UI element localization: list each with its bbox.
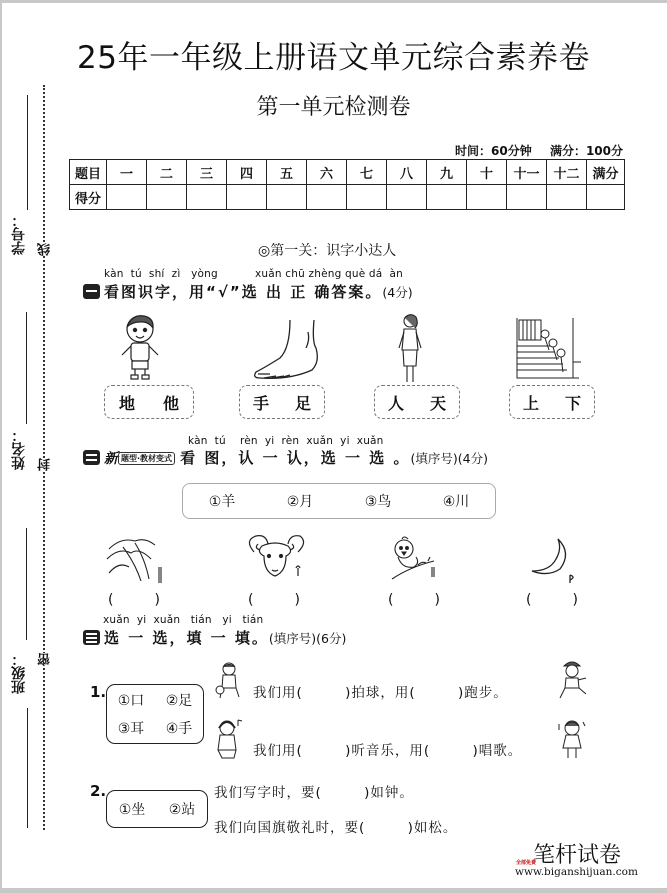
option-char[interactable]: 天 [429,393,446,413]
full-score: 满分：100分 [549,144,623,158]
q3-part1-number: 1. [90,683,107,701]
col-header: 一 [107,160,147,185]
option-char[interactable]: 地 [118,393,135,413]
sheep-image [244,534,306,580]
q1-option-box-2[interactable] [239,385,325,419]
choice-hand: ④手 [165,721,193,737]
q2-answer-blank-4[interactable]: ( ) [526,592,578,608]
seal-char-line: 线 [38,243,53,256]
row-label-score: 得分 [70,185,107,210]
col-header: 十 [467,160,507,185]
score-cell[interactable] [507,185,547,210]
q2-choice-box [182,483,496,519]
q3-part2-sentence-1: 我们写字时，要( )如钟。 [214,785,414,801]
bird-image [388,535,440,585]
score-cell[interactable] [467,185,507,210]
q3-number-icon [83,630,100,645]
choice-stand: ②站 [168,802,196,818]
score-cell[interactable] [107,185,147,210]
choice-moon: ②月 [286,494,314,510]
student-id-underline[interactable] [27,95,28,210]
score-cell[interactable] [547,185,587,210]
row-label-questions: 题目 [70,160,107,185]
boy-running-image [556,660,590,702]
class-underline-lower [27,708,28,828]
col-header: 七 [347,160,387,185]
q3-pinyin: xuǎn yi xuǎn tián yi tián [103,614,264,626]
choice-foot: ②足 [165,693,193,709]
q2-answer-blank-1[interactable]: ( ) [108,592,160,608]
watermark-brand: 笔杆试卷 [533,843,622,868]
option-char[interactable]: 他 [162,393,179,413]
col-header: 满分 [587,160,625,185]
q3-part2-number: 2. [90,782,107,800]
option-char[interactable]: 足 [294,393,311,413]
boy-image [118,312,162,380]
name-label: 姓名： [11,428,27,470]
q1-option-box-4[interactable] [509,385,595,419]
seal-char-secret: 密 [38,653,53,666]
q1-option-box-3[interactable] [374,385,460,419]
q1-option-box-1[interactable] [104,385,194,419]
name-underline[interactable] [26,312,27,424]
q2-pinyin: kàn tú rèn yi rèn xuǎn yi xuǎn [188,435,384,447]
col-header: 三 [187,160,227,185]
col-header: 九 [427,160,467,185]
q3-part1-sentence-2: 我们用( )听音乐，用( )唱歌。 [253,743,523,759]
col-header: 五 [267,160,307,185]
score-table-header-row [70,160,625,185]
choice-river: ④川 [442,494,470,510]
class-underline[interactable] [26,528,27,640]
q1-pinyin-b: xuǎn chū zhèng què dá àn [255,268,403,280]
score-table-score-row [70,185,625,210]
col-header: 六 [307,160,347,185]
option-char[interactable]: 手 [252,393,269,413]
score-cell[interactable] [387,185,427,210]
option-char[interactable]: 人 [387,393,404,413]
choice-bird: ③鸟 [364,494,392,510]
q2-answer-blank-2[interactable]: ( ) [248,592,300,608]
col-header: 二 [147,160,187,185]
score-cell[interactable] [427,185,467,210]
col-header: 十一 [507,160,547,185]
q3-part2-sentence-2: 我们向国旗敬礼时，要( )如松。 [214,820,458,836]
woman-image [395,312,425,384]
q2-number-icon [83,450,100,465]
score-cell[interactable] [587,185,625,210]
watermark-free-tag: 全部免费 [516,860,537,866]
time-limit: 时间：60分钟 [455,144,532,158]
exam-subtitle: 第一单元检测卷 [256,95,411,120]
score-table [69,159,625,210]
boy-ball-image [215,662,243,700]
class-label: 班级： [11,652,27,694]
col-header: 四 [227,160,267,185]
score-cell[interactable] [147,185,187,210]
question-type-tag: 题型·教材变式 [118,452,175,465]
score-cell[interactable] [187,185,227,210]
q1-prompt: 看图识字，用“√”选 出 正 确答案。(4分) [83,281,413,302]
score-cell[interactable] [227,185,267,210]
q3-prompt: 选 一 选，填 一 填。(填序号)(6分) [83,627,346,648]
option-char[interactable]: 上 [522,393,539,413]
watermark-url[interactable]: www.biganshijuan.com [515,866,638,878]
option-char[interactable]: 下 [564,393,581,413]
choice-sit: ①坐 [118,802,146,818]
seal-char-seal: 封 [38,458,53,471]
choice-mouth: ①口 [117,693,145,709]
choice-ear: ③耳 [117,721,145,737]
score-cell[interactable] [347,185,387,210]
col-header: 十二 [547,160,587,185]
choice-sheep: ①羊 [208,494,236,510]
q2-prompt: 新 题型·教材变式 看 图，认 一 认，选 一 选 。(填序号)(4分) [83,447,488,468]
exam-meta [441,142,623,159]
river-image [105,535,165,585]
section-title: ◎第一关：识字小达人 [258,243,397,259]
moon-image [528,537,578,583]
q3-part1-sentence-1: 我们用( )拍球，用( )跑步。 [253,685,508,701]
col-header: 八 [387,160,427,185]
exam-title: 25年一年级上册语文单元综合素养卷 [77,40,590,76]
stairs-image [515,316,581,380]
score-cell[interactable] [267,185,307,210]
q1-pinyin-a: kàn tú shí zì yòng [104,268,218,280]
new-question-label: 新 [104,451,118,467]
score-cell[interactable] [307,185,347,210]
foot-image [250,318,322,382]
q2-answer-blank-3[interactable]: ( ) [388,592,440,608]
q1-number-icon [83,284,100,299]
girl-singing-image [557,718,587,760]
girl-headphones-image [214,718,246,760]
student-id-label: 学号： [11,213,27,255]
q3-part2-choice-box [106,790,208,828]
q3-part1-choice-box [106,684,204,744]
